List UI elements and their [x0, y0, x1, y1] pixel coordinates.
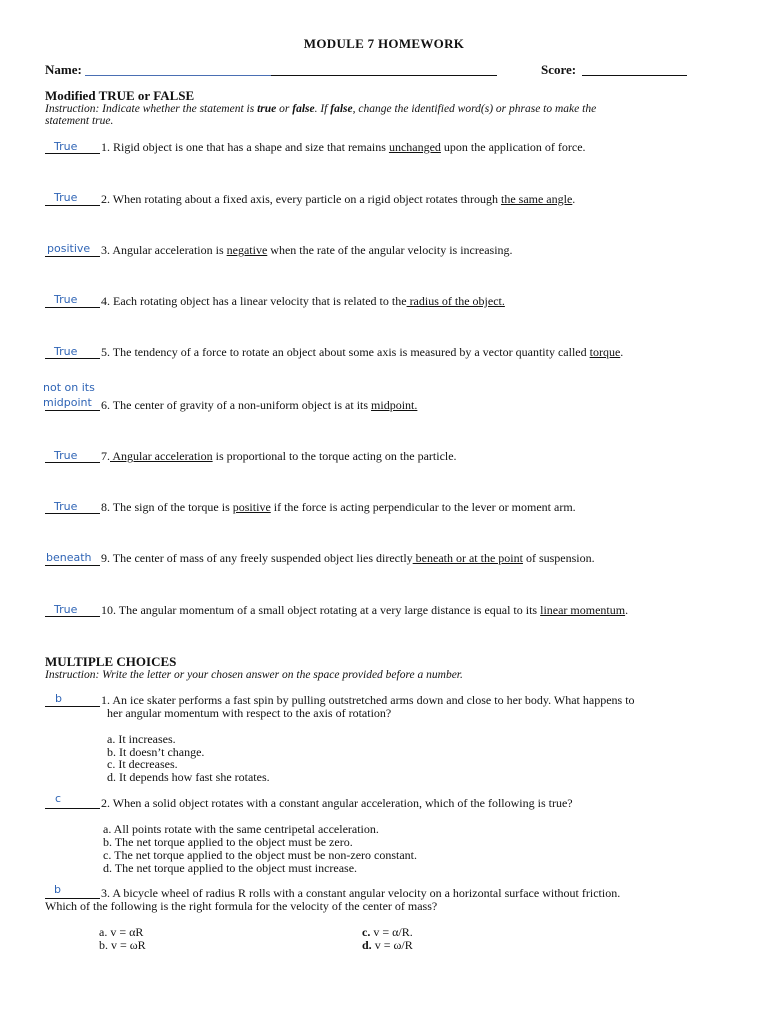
handwritten-answer: beneath	[46, 551, 92, 564]
option-a: a. It increases.	[107, 732, 176, 746]
score-label: Score:	[541, 62, 577, 77]
handwritten-answer: True	[54, 191, 78, 204]
option-d: d. The net torque applied to the object must increase.	[103, 861, 358, 875]
question-text: 4. Each rotating object has a linear velocity that is related to the radius of the object.	[101, 294, 505, 308]
handwritten-answer: True	[54, 500, 78, 513]
option-a: a. v = αR	[99, 925, 144, 939]
question-text: 1. An ice skater performs a fast spin by pulling outstretched arms down and close to her body. What happens to	[101, 693, 635, 707]
handwritten-answer: True	[54, 345, 78, 358]
option-d: d. It depends how fast she rotates.	[107, 770, 270, 784]
answer-blank[interactable]	[45, 410, 100, 411]
option-c: c. The net torque applied to the object must be non-zero constant.	[103, 848, 418, 862]
handwritten-answer: midpoint	[43, 396, 92, 409]
handwritten-answer: True	[54, 140, 78, 153]
answer-blank[interactable]	[45, 808, 100, 809]
handwritten-answer: b	[55, 692, 62, 705]
option-b: b. v = ωR	[99, 938, 146, 952]
name-label: Name:	[45, 62, 82, 77]
question-text-line2: Which of the following is the right formula for the velocity of the center of mass?	[45, 899, 438, 913]
option-d: d. v = ω/R	[362, 938, 413, 952]
section-heading-true-false: Modified TRUE or FALSE	[45, 88, 195, 103]
question-text: 10. The angular momentum of a small object rotating at a very large distance is equal to its linear momentum.	[101, 603, 629, 617]
section-instruction: Instruction: Indicate whether the statement is true or false. If false, change the identified word(s) or phrase to make the statement true.	[45, 103, 597, 127]
page-title: MODULE 7 HOMEWORK	[303, 36, 465, 51]
question-text: 1. Rigid object is one that has a shape and size that remains unchanged upon the application of force.	[101, 140, 586, 154]
name-field-line-blue	[85, 75, 271, 76]
question-text: 3. A bicycle wheel of radius R rolls with a constant angular velocity on a horizontal surface without friction.	[101, 886, 621, 900]
answer-blank[interactable]	[45, 513, 100, 514]
handwritten-answer: positive	[47, 242, 91, 255]
answer-blank[interactable]	[45, 307, 100, 308]
section-heading-multiple-choice: MULTIPLE CHOICES	[45, 654, 177, 669]
question-text: 3. Angular acceleration is negative when the rate of the angular velocity is increasing.	[101, 243, 513, 257]
question-text: 2. When rotating about a fixed axis, every particle on a rigid object rotates through the same angle.	[101, 192, 576, 206]
option-a: a. All points rotate with the same centripetal acceleration.	[103, 822, 379, 836]
section-instruction: Instruction: Write the letter or your chosen answer on the space provided before a number.	[45, 669, 463, 681]
option-c: c. It decreases.	[107, 757, 178, 771]
option-b: b. It doesn’t change.	[107, 745, 205, 759]
option-b: b. The net torque applied to the object must be zero.	[103, 835, 353, 849]
question-text: 5. The tendency of a force to rotate an object about some axis is measured by a vector quantity called torque.	[101, 345, 624, 359]
answer-blank[interactable]	[45, 256, 100, 257]
handwritten-answer: c	[55, 792, 62, 805]
question-text: 6. The center of gravity of a non-uniform object is at its midpoint.	[101, 398, 418, 412]
score-field-line[interactable]	[582, 75, 687, 76]
answer-blank[interactable]	[45, 153, 100, 154]
answer-blank[interactable]	[45, 565, 100, 566]
answer-blank[interactable]	[45, 616, 100, 617]
handwritten-answer: True	[54, 293, 78, 306]
handwritten-answer: True	[54, 449, 78, 462]
name-field-line[interactable]	[271, 75, 497, 76]
question-text: 9. The center of mass of any freely suspended object lies directly beneath or at the point of suspension.	[101, 551, 595, 565]
answer-blank[interactable]	[45, 358, 100, 359]
answer-blank[interactable]	[45, 205, 100, 206]
handwritten-answer: True	[54, 603, 78, 616]
question-text: 8. The sign of the torque is positive if the force is acting perpendicular to the lever or moment arm.	[101, 500, 576, 514]
answer-blank[interactable]	[45, 706, 100, 707]
answer-blank[interactable]	[45, 462, 100, 463]
question-text: 2. When a solid object rotates with a constant angular acceleration, which of the following is true?	[101, 796, 573, 810]
question-text-line2: her angular momentum with respect to the axis of rotation?	[107, 706, 392, 720]
handwritten-answer-line1: not on its	[43, 381, 95, 394]
handwritten-answer: b	[54, 883, 61, 896]
option-c: c. v = α/R.	[362, 925, 413, 939]
question-text: 7. Angular acceleration is proportional to the torque acting on the particle.	[101, 449, 457, 463]
